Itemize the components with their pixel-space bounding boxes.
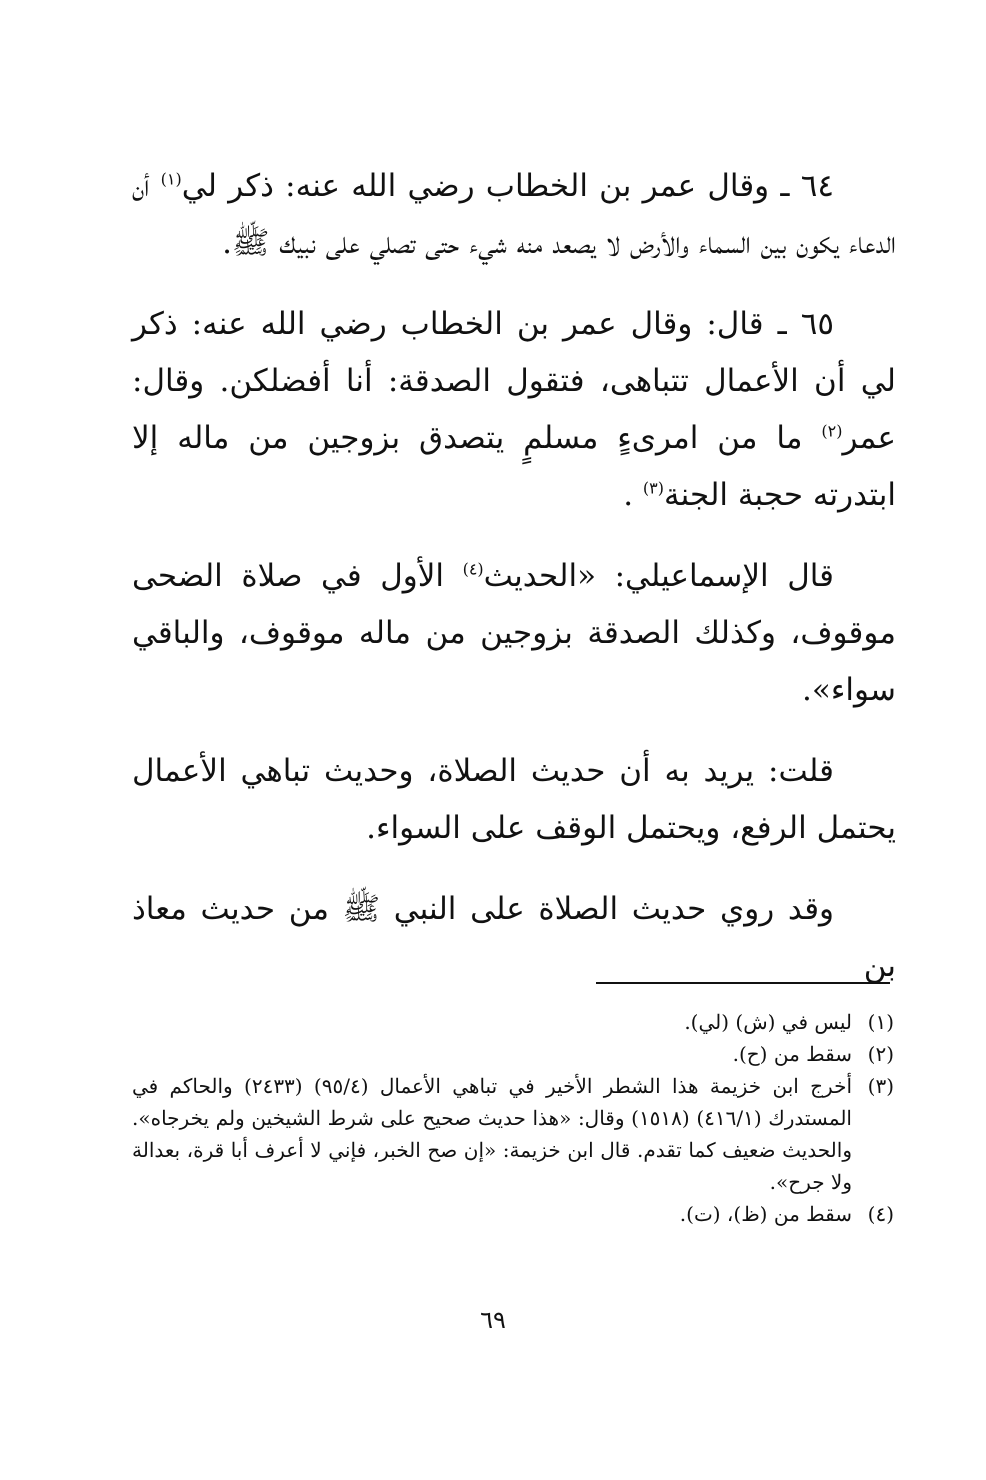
page-number: ٦٩ bbox=[480, 1306, 506, 1334]
footnote-item bbox=[132, 1038, 894, 1070]
paragraph-text: ما من امرىءٍ مسلمٍ يتصدق بزوجين من ماله إلا ابتدرته حجبة الجنة bbox=[132, 420, 896, 513]
paragraph-comment bbox=[132, 743, 896, 857]
paragraph-text: قال الإسماعيلي: «الحديث bbox=[483, 558, 835, 594]
footnote-text: سقط من (ظ)، (ت). bbox=[679, 1202, 852, 1226]
footnote-text: سقط من (ح). bbox=[732, 1042, 852, 1066]
paragraph-hadith-65 bbox=[132, 296, 896, 524]
footnote-item bbox=[132, 1198, 894, 1230]
paragraph-text: أن الدعاء يكون بين السماء والأرض لا يصعد منه شيء حتى تصلي على نبيك ﷺ. bbox=[132, 168, 896, 261]
paragraph-text: . bbox=[623, 477, 643, 513]
footnote-divider bbox=[596, 982, 890, 984]
footnote-item bbox=[132, 1070, 894, 1198]
footnote-number: (٢) bbox=[867, 1042, 894, 1066]
footnote-ref[interactable]: (٤) bbox=[462, 559, 484, 579]
paragraph-text: قلت: يريد به أن حديث الصلاة، وحديث تباهي الأعمال يحتمل الرفع، ويحتمل الوقف على السواء. bbox=[132, 753, 896, 846]
main-text bbox=[132, 158, 896, 1007]
footnote-text: ليس في (ش) (لي). bbox=[684, 1010, 852, 1034]
footnote-item bbox=[132, 1006, 894, 1038]
paragraph-text: ٦٥ ـ قال: وقال عمر بن الخطاب رضي الله عنه: ذكر لي أن الأعمال تتباهى، فتقول الصدقة: أنا أفضلكن. وقال: عمر bbox=[132, 306, 896, 456]
paragraph-text: وقد روي حديث الصلاة على النبي ﷺ من حديث معاذ بن bbox=[132, 891, 896, 984]
paragraph-muadh bbox=[132, 881, 896, 995]
footnote-ref[interactable]: (٣) bbox=[642, 478, 664, 498]
footnote-ref[interactable]: (١) bbox=[160, 169, 182, 189]
paragraph-ismaili bbox=[132, 548, 896, 719]
footnote-number: (١) bbox=[867, 1010, 894, 1034]
footnote-text: أخرج ابن خزيمة هذا الشطر الأخير في تباهي الأعمال (٩٥/٤) (٢٤٣٣) والحاكم في المستدرك (٤١٦/١) (١٥١٨) وقال: «هذا حديث صحيح على شرط الشيخين ولم يخرجاه». والحديث ضعيف كما تقدم. قال ابن خزيمة: «إن صح الخبر، فإني لا أعرف أبا قرة، بعدالة ولا جرح». bbox=[132, 1074, 853, 1194]
footnote-number: (٣) bbox=[867, 1074, 894, 1098]
footnote-number: (٤) bbox=[867, 1202, 894, 1226]
paragraph-hadith-64 bbox=[132, 158, 896, 272]
footnote-ref[interactable]: (٢) bbox=[821, 421, 843, 441]
paragraph-text: الأول في صلاة الضحى موقوف، وكذلك الصدقة بزوجين من ماله موقوف، والباقي سواء». bbox=[132, 558, 896, 708]
footnotes bbox=[132, 1006, 894, 1230]
paragraph-text: ٦٤ ـ وقال عمر بن الخطاب رضي الله عنه: ذكر لي bbox=[181, 168, 834, 204]
